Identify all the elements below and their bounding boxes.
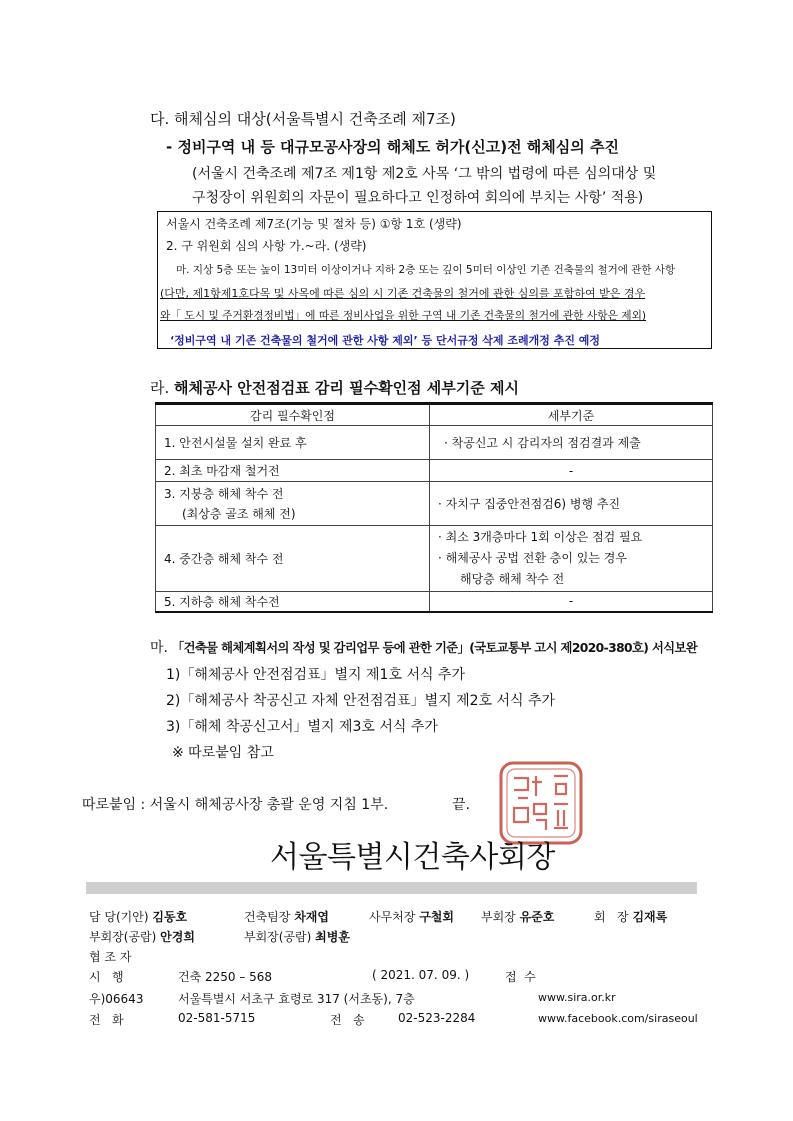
enforce-date: ( 2021. 07. 09. ) [372, 968, 470, 982]
name-drafter: 김동호 [152, 910, 188, 924]
ma-item-1: 1)「해체공사 안전점검표」별지 제1호 서식 추가 [166, 667, 465, 683]
box-line3: 마. 지상 5층 또는 높이 13미터 이상이거나 지하 2층 또는 깊이 5미터 이상인 기존 건축물의 철거에 관한 사항 [176, 264, 676, 276]
box-line4: (다만, 제1항제1호다목 및 사목에 따른 심의 시 기존 건축물의 철거에 관한 심의를 포함하여 받은 경우 [160, 287, 646, 300]
table-row [156, 426, 713, 460]
address: 서울특별시 서초구 효령로 317 (서초동), 7층 [178, 992, 415, 1006]
approval-review-2 [244, 928, 350, 945]
website-link[interactable]: www.sira.or.kr [538, 991, 616, 1004]
row4-checkpoint: 4. 중간층 해체 착수 전 [156, 526, 430, 592]
role-secretary: 사무처장 [369, 910, 416, 924]
name-team-leader: 차재엽 [294, 910, 329, 924]
row5-criteria: - [430, 592, 713, 612]
role-vice-president: 부회장 [481, 910, 516, 924]
row4-criteria [430, 526, 713, 592]
row3-checkpoint-line2: (최상층 골조 해체 전) [182, 506, 296, 521]
row1-checkpoint: 1. 안전시설물 설치 완료 후 [156, 426, 430, 460]
box-line6: ‘정비구역 내 기존 건축물의 철거에 관한 사항 제외’ 등 단서규정 삭제 조례개정 추진 예정 [170, 334, 601, 347]
approval-review-1 [89, 928, 195, 945]
role-review-2: 부회장(공람) [244, 930, 312, 944]
role-review-1: 부회장(공람) [89, 930, 157, 944]
role-team-leader: 건축팀장 [244, 910, 291, 924]
row3-criteria: · 자치구 집중안전점검6) 병행 추진 [430, 482, 713, 526]
box-line2: 2. 구 위원회 심의 사항 가.~라. (생략) [166, 239, 367, 253]
ordinance-note-box [157, 211, 712, 349]
approval-secretary [369, 908, 454, 925]
ma-item-2: 2)「해체공사 착공신고 자체 안전점검표」별지 제2호 서식 추가 [166, 693, 556, 709]
row5-checkpoint: 5. 지하층 해체 착수전 [156, 592, 430, 612]
name-review-2: 최병훈 [315, 930, 350, 944]
approval-row-1 [89, 908, 187, 925]
table-header-row [156, 404, 713, 426]
row4-criteria-line1: · 최소 3개층마다 1회 이상은 점검 필요 [438, 530, 643, 544]
row2-criteria: - [430, 460, 713, 482]
section-ma-title: 「건축물 해체계획서의 작성 및 감리업무 등에 관한 기준」(국토교통부 고시 제2020-380호) 서식보완 [171, 641, 698, 655]
section-ra-heading [150, 377, 519, 398]
box-line1: 서울시 건축조례 제7조(기능 및 절차 등) ①항 1호 (생략) [166, 217, 462, 231]
inspection-table [155, 402, 713, 613]
section-da-bullet: - 정비구역 내 등 대규모공사장의 해체도 허가(신고)전 해체심의 추진 [166, 138, 619, 156]
table-row [156, 460, 713, 482]
cooperation-label: 협 조 자 [89, 950, 132, 964]
table-row [156, 526, 713, 592]
row3-checkpoint-line1: 3. 지붕층 해체 착수 전 [164, 486, 284, 501]
role-president: 회 장 [594, 910, 629, 924]
section-da-note-line1: (서울시 건축조례 제7조 제1항 제2호 사목 ‘그 밖의 법령에 따른 심의대상 및 [192, 166, 657, 182]
row2-checkpoint: 2. 최초 마감재 철거전 [156, 460, 430, 482]
name-president: 김재록 [632, 910, 668, 924]
org-name: 서울특별시건축사회장 [270, 840, 555, 875]
table-row [156, 482, 713, 526]
tel-number: 02-581-5715 [178, 1011, 256, 1025]
fax-label: 전 송 [330, 1013, 365, 1027]
name-vice-president: 유준호 [519, 910, 555, 924]
ma-item-3: 3)「해체 착공신고서」별지 제3호 서식 추가 [166, 719, 438, 735]
table-header-checkpoint: 감리 필수확인점 [156, 404, 430, 426]
section-da-note-line2: 구청장이 위원회의 자문이 필요하다고 인정하여 회의에 부치는 사항’ 적용) [192, 190, 644, 206]
row3-checkpoint [156, 482, 430, 526]
name-secretary: 구철회 [419, 910, 454, 924]
end-mark: 끝. [452, 797, 470, 813]
approval-team-leader [244, 908, 329, 925]
postal-code: 우)06643 [89, 992, 144, 1006]
approval-president [594, 908, 667, 925]
receive-label: 접 수 [505, 970, 536, 984]
name-review-1: 안경희 [160, 930, 195, 944]
row4-criteria-line2: · 해체공사 공법 전환 층이 있는 경우 [438, 551, 627, 565]
section-ra-prefix: 라. [150, 379, 170, 397]
section-ma-heading [150, 637, 697, 657]
row1-criteria: · 착공신고 시 감리자의 점검결과 제출 [430, 426, 713, 460]
enforce-label: 시 행 [89, 970, 124, 984]
role-drafter: 담 당(기안) [89, 910, 149, 924]
attachment-line: 따로붙임 : 서울시 해체공사장 총괄 운영 지침 1부. [82, 797, 389, 813]
section-ma-prefix: 마. [150, 640, 168, 656]
table-row [156, 592, 713, 612]
enforce-number: 건축 2250 – 568 [178, 970, 273, 984]
section-ra-title: 해체공사 안전점검표 감리 필수확인점 세부기준 제시 [174, 379, 519, 397]
section-da-heading: 다. 해체심의 대상(서울특별시 건축조례 제7조) [150, 110, 456, 128]
approval-vice-president [481, 908, 554, 925]
table-header-criteria: 세부기준 [430, 404, 713, 426]
divider-bar [86, 882, 697, 894]
fax-number: 02-523-2284 [398, 1011, 476, 1025]
tel-label: 전 화 [89, 1013, 124, 1027]
facebook-link[interactable]: www.facebook.com/siraseoul [538, 1012, 698, 1025]
box-line5: 와「 도시 및 주거환경정비법」에 따른 정비사업을 위한 구역 내 기존 건축물의 철거에 관한 사항은 제외) [160, 309, 647, 322]
row4-criteria-line3: 해당층 해체 착수 전 [460, 572, 565, 586]
ma-item-4: ※ 따로붙임 참고 [172, 745, 274, 761]
